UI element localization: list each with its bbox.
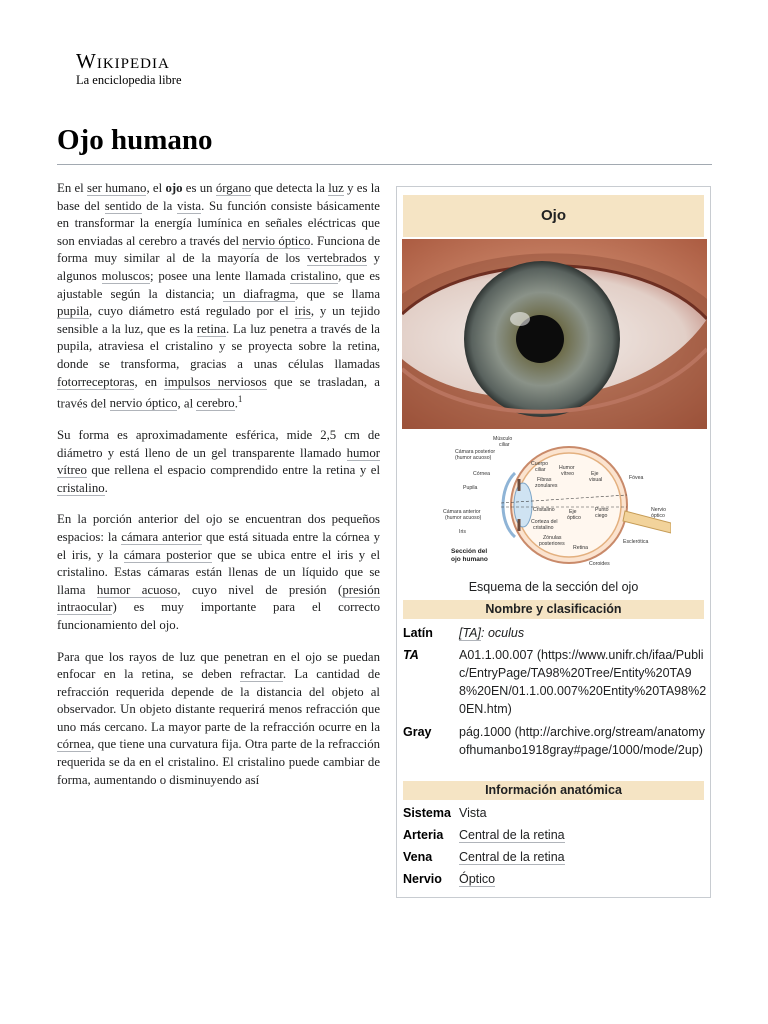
article-link[interactable]: humor vítreo	[57, 445, 380, 478]
article-link[interactable]: cristalino	[57, 480, 105, 495]
text-run: . Funciona de forma muy similar al de la mayoría de los	[57, 233, 381, 266]
paragraph-3	[57, 511, 380, 634]
diagram-label: Nervio	[651, 507, 666, 513]
title-divider	[57, 164, 712, 165]
row-value-link[interactable]: A01.1.00.007 (https://www.unifr.ch/ifaa/Public/EntryPage/TA98%20Tree/Entity%20TA98%20EN/01.1.00.007%20Entity%20TA98%20EN.htm)	[459, 648, 707, 716]
diagram-label: cristalino	[533, 525, 554, 531]
text-run: y es la base del	[57, 181, 380, 213]
text-run: Su forma es aproximadamente esférica, mide 2,5 cm de diámetro y está lleno de un gel transparente llamado	[57, 427, 380, 460]
article-link[interactable]: córnea	[57, 737, 92, 752]
diagram-label: ciliar	[535, 467, 546, 473]
diagram-label: Corteza del	[531, 519, 558, 525]
article-link[interactable]: nervio óptico	[109, 396, 178, 411]
diagram-label: Iris	[459, 529, 466, 535]
diagram-label: Esclerótica	[623, 539, 649, 545]
article-link[interactable]: órgano	[215, 181, 252, 195]
wikipedia-tagline: La enciclopedia libre	[76, 73, 182, 87]
text-run: En el	[57, 181, 88, 195]
row-label: Arteria	[403, 828, 444, 842]
diagram-label: Retina	[573, 545, 588, 551]
row-label: Sistema	[403, 806, 451, 820]
article-link[interactable]: fotorreceptoras	[57, 374, 135, 389]
text-run: y algunos	[57, 251, 380, 283]
diagram-label: Zónulas	[543, 535, 562, 541]
reference-link[interactable]: 1	[237, 394, 243, 405]
ta-link[interactable]: [TA]	[459, 626, 481, 640]
article-link[interactable]: sentido	[104, 198, 142, 213]
text-run: .	[104, 480, 108, 495]
article-link[interactable]: cristalino	[290, 268, 339, 283]
text-run: , que se llama	[295, 286, 381, 301]
diagram-label: ojo humano	[451, 556, 488, 563]
diagram-label: Eje	[569, 509, 577, 515]
article-link[interactable]: moluscos	[101, 268, 150, 283]
article-link[interactable]: ser humano	[87, 181, 147, 195]
diagram-label: zonulares	[535, 483, 558, 489]
infobox-title: Ojo	[403, 195, 704, 237]
text-run: que está situada entre la córnea y el iris, y la	[57, 529, 380, 562]
text-run: . La cantidad de refracción requerida depende de la distancia del objeto al observador. Un objeto distante requerirá menos refracción que uno más cercano. La mayor parte de la refracción ocurre en la	[57, 667, 381, 734]
row-label: Vena	[403, 850, 433, 864]
article-link[interactable]: impulsos nerviosos	[164, 374, 267, 389]
wikipedia-wordmark: Wikipedia	[76, 49, 170, 73]
section-anatomy: Información anatómica	[403, 781, 704, 800]
diagram-label: posteriores	[539, 541, 565, 547]
text-run: .	[234, 396, 238, 411]
bold-term: ojo	[165, 181, 183, 195]
diagram-label: visual	[589, 477, 603, 483]
diagram-label: Fóvea	[629, 475, 644, 481]
eye-photo[interactable]	[402, 239, 707, 429]
diagram-label: Humor	[559, 465, 575, 471]
diagram-caption: Esquema de la sección del ojo	[468, 580, 639, 594]
row-value-link[interactable]: Central de la retina	[459, 828, 565, 842]
diagram-label: ciego	[595, 513, 608, 519]
article-link[interactable]: cerebro	[196, 396, 235, 411]
text-run: , el	[146, 181, 166, 195]
article-body	[57, 180, 380, 803]
diagram-label: Cámara anterior	[443, 509, 481, 515]
text-run: , en	[134, 374, 165, 389]
diagram-label: Fibras	[537, 477, 552, 483]
text-run: Para que los rayos de luz que penetran en el ojo se puedan enfocar en la retina, se deben	[57, 649, 380, 682]
diagram-label: Cámara posterior	[455, 449, 496, 455]
eye-diagram-icon	[439, 433, 671, 579]
text-run: ; posee una lente llamada	[149, 268, 291, 283]
row-label: Gray	[403, 725, 432, 739]
article-link[interactable]: luz	[328, 181, 344, 195]
row-value	[459, 624, 707, 642]
infobox	[396, 186, 711, 898]
row-label: TA	[403, 648, 419, 662]
diagram-label: (humor acuoso)	[445, 515, 482, 521]
eye-photo-icon	[402, 239, 707, 429]
row-value-link[interactable]: Óptico	[459, 872, 496, 886]
article-link[interactable]: iris	[294, 304, 311, 319]
section-nomenclature: Nombre y clasificación	[403, 600, 704, 619]
wikipedia-logo[interactable]	[76, 50, 182, 88]
paragraph-4	[57, 649, 380, 790]
diagram-label: Cuerpo	[531, 461, 549, 467]
text-run: , que tiene una curvatura fija. Otra parte de la refracción requerida se da en el cristalino. El cristalino puede cambiar de forma, aumentando o disminuyendo así	[57, 737, 380, 787]
article-link[interactable]: retina	[196, 321, 226, 336]
text-run: . Su función consiste básicamente en transformar la energía lumínica en señales eléctricas que son enviadas al cerebro a través del	[57, 198, 380, 248]
article-link[interactable]: humor acuoso	[96, 582, 178, 597]
diagram-label: vítreo	[561, 471, 574, 477]
diagram-label: Córnea	[473, 471, 491, 477]
latin-term: : oculus	[481, 626, 525, 640]
diagram-label: óptico	[567, 515, 581, 521]
text-run: de la	[141, 198, 177, 213]
article-link[interactable]: refractar	[240, 667, 283, 682]
diagram-label: óptico	[651, 513, 665, 519]
row-label: Nervio	[403, 872, 442, 886]
article-link[interactable]: presión intraocular	[57, 582, 380, 615]
diagram-label: Cristalino	[533, 507, 555, 513]
diagram-label: (humor acuoso)	[455, 455, 492, 461]
row-value-link[interactable]: pág.1000 (http://archive.org/stream/anatomyofhumanbo1918gray#page/1000/mode/2up)	[459, 725, 705, 757]
text-run: que se ubica entre el iris y el cristalino. Estas cámaras están llenas de un líquido que se llama	[57, 547, 381, 597]
diagram-label: Pupila	[463, 485, 478, 491]
text-run: , que es ajustable según la distancia;	[57, 268, 381, 301]
article-link[interactable]: cámara anterior	[121, 529, 202, 544]
text-run: , cuyo diámetro está regulado por el	[89, 304, 295, 319]
article-link[interactable]: nervio óptico	[242, 233, 311, 248]
row-label: Latín	[403, 626, 433, 640]
article-link[interactable]: vertebrados	[307, 251, 367, 266]
text-run: , al	[177, 396, 197, 411]
text-run: , y un tejido sensible a la luz, que es la	[57, 304, 380, 336]
row-value-link[interactable]: Central de la retina	[459, 850, 565, 864]
diagram-label: Sección del	[451, 548, 488, 555]
diagram-label: Punto	[595, 507, 609, 513]
article-link[interactable]: un diafragma	[222, 286, 296, 301]
article-link[interactable]: pupila	[57, 304, 89, 319]
text-run: es un	[182, 181, 216, 195]
text-run: que detecta la	[251, 181, 329, 195]
text-run: . La luz penetra a través de la pupila, atraviesa el cristalino y se proyecta sobre la retina, donde se transforma, gracias a unas células llamadas	[57, 321, 380, 371]
eye-section-diagram[interactable]	[439, 433, 671, 579]
article-link[interactable]: vista	[176, 198, 202, 213]
diagram-label: Eje	[591, 471, 599, 477]
paragraph-2	[57, 427, 380, 497]
diagram-label: ciliar	[499, 442, 510, 448]
text-run: , cuyo nivel de presión (	[177, 582, 343, 597]
paragraph-1	[57, 180, 380, 413]
text-run: que se trasladan, a través del	[57, 374, 380, 411]
row-value-link[interactable]: Vista	[459, 806, 487, 820]
text-run: que rellena el espacio comprendido entre la retina y el	[86, 463, 380, 478]
diagram-label: Coroides	[589, 561, 610, 567]
page-title: Ojo humano	[57, 124, 213, 156]
article-link[interactable]: cámara posterior	[123, 547, 212, 562]
text-run: En la porción anterior del ojo se encuentran dos pequeños espacios: la	[57, 512, 380, 544]
diagram-label: Músculo	[493, 436, 513, 442]
text-run: ) es muy importante para el correcto funcionamiento del ojo.	[57, 600, 380, 632]
